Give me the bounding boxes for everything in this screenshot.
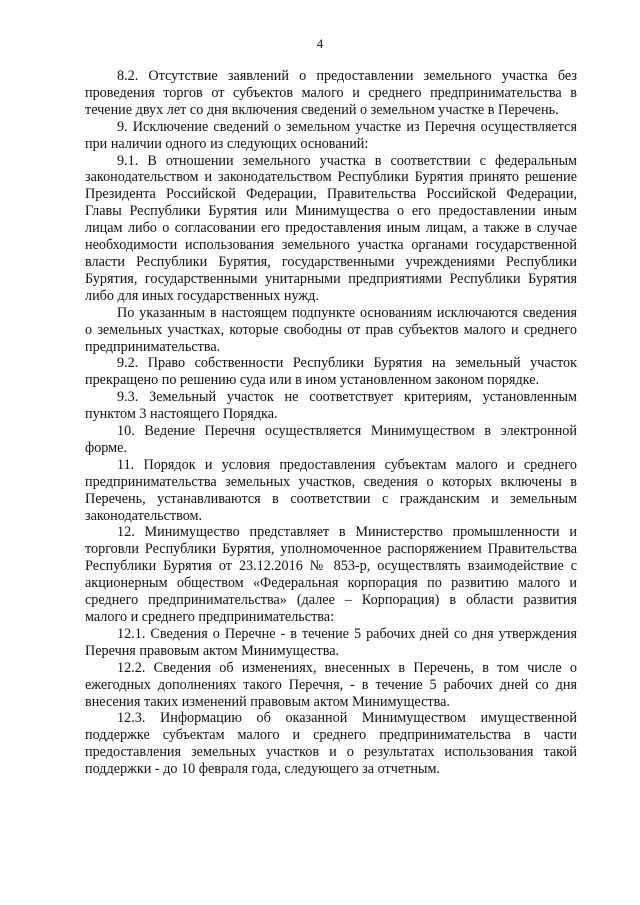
paragraph-8-2: 8.2. Отсутствие заявлений о предоставлении земельного участка без проведения торгов от субъектов малого и среднего предпринимательства в течение двух лет со дня включения сведений о земельном участке в Перечень. (85, 68, 577, 118)
paragraph-9-3: 9.3. Земельный участок не соответствует критериям, установленным пунктом 3 настоящего Порядка. (85, 389, 577, 423)
paragraph-9-1-note: По указанным в настоящем подпункте основаниям исключаются сведения о земельных участках, которые свободны от прав субъектов малого и среднего предпринимательства. (85, 304, 577, 355)
paragraph-12: 12. Минимущество представляет в Министерство промышленности и торговли Республики Бурятия, уполномоченное распоряжением Правительства Республики Бурятия от 23.12.2016 № 853-р, осуществлять взаимодействие с акционерным обществом «Федеральная корпорация по развитию малого и среднего предпринимательства» (далее – Корпорация) в области развития малого и среднего предпринимательства: (85, 524, 577, 625)
page-number: 4 (316, 36, 324, 51)
paragraph-9-2: 9.2. Право собственности Республики Бурятия на земельный участок прекращено по решению суда или в ином установленном законом порядке. (85, 355, 577, 389)
paragraph-9: 9. Исключение сведений о земельном участке из Перечня осуществляется при наличии одного из следующих оснований: (85, 118, 577, 152)
paragraph-11: 11. Порядок и условия предоставления субъектам малого и среднего предпринимательства земельных участков, сведения о которых включены в Перечень, устанавливаются в соответствии с гражданским и земельным законодательством. (85, 456, 577, 524)
paragraph-10: 10. Ведение Перечня осуществляется Минимуществом в электронной форме. (85, 423, 577, 456)
paragraph-12-3: 12.3. Информацию об оказанной Минимуществом имущественной поддержке субъектам малого и среднего предпринимательства в части предоставления земельных участков и о результатах использования такой поддержки - до 10 февраля года, следующего за отчетным. (85, 710, 577, 778)
paragraph-12-1: 12.1. Сведения о Перечне - в течение 5 рабочих дней со дня утверждения Перечня правовым актом Минимущества. (85, 625, 577, 659)
paragraph-12-2: 12.2. Сведения об изменениях, внесенных в Перечень, в том числе о ежегодных дополнениях такого Перечня, - в течение 5 рабочих дней со дня внесения таких изменений правовым актом Минимущества. (85, 659, 577, 710)
paragraph-9-1: 9.1. В отношении земельного участка в соответствии с федеральным законодательством и законодательством Республики Бурятия принято решение Президента Российской Федерации, Правительства Российской Федерации, Главы Республики Бурятия или Минимущества о его предоставлении иным лицам либо о согласовании его предоставления иным лицам, а также в случае необходимости использования земельного участка органами государственной власти Республики Бурятия, государственными учреждениями Республики Бурятия, государственными унитарными предприятиями Республики Бурятия либо для иных государственных нужд. (85, 152, 577, 304)
document-body (85, 68, 577, 778)
